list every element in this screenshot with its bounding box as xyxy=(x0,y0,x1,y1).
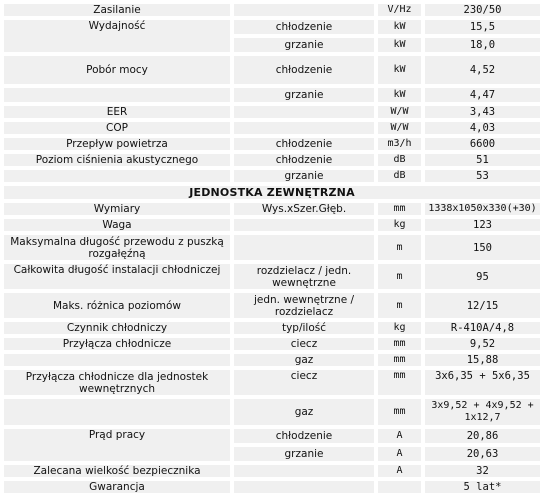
spec-table xyxy=(1,1,540,496)
table-row xyxy=(3,55,540,85)
row-label: EER xyxy=(3,105,231,119)
row-sublabel: gaz xyxy=(233,398,375,426)
row-value: 150 xyxy=(424,234,540,261)
row-unit: kW xyxy=(377,37,422,53)
row-value: 15,5 xyxy=(424,19,540,35)
section-heading: JEDNOSTKA ZEWNĘTRZNA xyxy=(3,185,540,200)
row-sublabel: chłodzenie xyxy=(233,55,375,85)
row-unit: mm xyxy=(377,398,422,426)
row-label-empty xyxy=(3,87,231,103)
row-label: Gwarancja xyxy=(3,480,231,494)
row-unit: m xyxy=(377,292,422,319)
row-sublabel xyxy=(233,464,375,478)
row-value: 18,0 xyxy=(424,37,540,53)
table-row xyxy=(3,398,540,426)
row-label: Pobór mocy xyxy=(3,55,231,85)
row-value: R-410A/4,8 xyxy=(424,321,540,335)
row-value: 9,52 xyxy=(424,337,540,351)
table-row xyxy=(3,464,540,478)
table-row xyxy=(3,19,540,35)
row-sublabel: chłodzenie xyxy=(233,137,375,151)
row-unit: V/Hz xyxy=(377,3,422,17)
table-row xyxy=(3,263,540,290)
row-unit: mm xyxy=(377,353,422,367)
row-sublabel xyxy=(233,121,375,135)
table-row xyxy=(3,121,540,135)
row-unit: W/W xyxy=(377,105,422,119)
row-sublabel: grzanie xyxy=(233,169,375,183)
row-value: 3x6,35 + 5x6,35 xyxy=(424,369,540,396)
table-row xyxy=(3,169,540,183)
row-unit xyxy=(377,480,422,494)
row-label: Maks. różnica poziomów xyxy=(3,292,231,319)
row-value: 32 xyxy=(424,464,540,478)
table-row xyxy=(3,337,540,351)
table-row xyxy=(3,369,540,396)
table-row xyxy=(3,428,540,444)
row-value: 20,63 xyxy=(424,446,540,462)
row-sublabel: grzanie xyxy=(233,37,375,53)
row-value: 3x9,52 + 4x9,52 + 1x12,7 xyxy=(424,398,540,426)
row-unit: mm xyxy=(377,369,422,396)
row-value: 53 xyxy=(424,169,540,183)
table-row xyxy=(3,153,540,167)
table-row xyxy=(3,292,540,319)
row-sublabel: jedn. wewnętrzne / rozdzielacz xyxy=(233,292,375,319)
section-row xyxy=(3,185,540,200)
row-label: Przyłącza chłodnicze xyxy=(3,337,231,351)
row-label: Przyłącza chłodnicze dla jednostek wewnętrznych xyxy=(3,369,231,396)
row-value: 4,47 xyxy=(424,87,540,103)
row-unit: W/W xyxy=(377,121,422,135)
table-row xyxy=(3,87,540,103)
row-sublabel: Wys.xSzer.Głęb. xyxy=(233,202,375,216)
row-unit: A xyxy=(377,446,422,462)
table-row xyxy=(3,202,540,216)
row-value: 3,43 xyxy=(424,105,540,119)
row-label: Wymiary xyxy=(3,202,231,216)
table-row xyxy=(3,480,540,494)
row-unit: dB xyxy=(377,153,422,167)
row-value: 123 xyxy=(424,218,540,232)
row-unit: kW xyxy=(377,19,422,35)
row-value: 6600 xyxy=(424,137,540,151)
row-unit: kW xyxy=(377,55,422,85)
row-unit: m xyxy=(377,263,422,290)
row-value: 1338x1050x330(+30) xyxy=(424,202,540,216)
row-value: 15,88 xyxy=(424,353,540,367)
table-row xyxy=(3,321,540,335)
row-unit: mm xyxy=(377,337,422,351)
row-sublabel: grzanie xyxy=(233,87,375,103)
table-row xyxy=(3,353,540,367)
row-sublabel xyxy=(233,234,375,261)
row-sublabel: chłodzenie xyxy=(233,428,375,444)
row-sublabel: chłodzenie xyxy=(233,19,375,35)
row-unit: kg xyxy=(377,218,422,232)
row-label: Przepływ powietrza xyxy=(3,137,231,151)
row-sublabel xyxy=(233,480,375,494)
row-label-empty xyxy=(3,398,231,426)
row-label: Zalecana wielkość bezpiecznika xyxy=(3,464,231,478)
row-sublabel: ciecz xyxy=(233,369,375,396)
row-sublabel: gaz xyxy=(233,353,375,367)
row-label: Poziom ciśnienia akustycznego xyxy=(3,153,231,167)
row-label-empty xyxy=(3,169,231,183)
row-value: 12/15 xyxy=(424,292,540,319)
table-row xyxy=(3,218,540,232)
row-value: 4,52 xyxy=(424,55,540,85)
row-sublabel: rozdzielacz / jedn. wewnętrzne xyxy=(233,263,375,290)
row-label: Zasilanie xyxy=(3,3,231,17)
row-label: Wydajność xyxy=(3,19,231,53)
row-unit: kW xyxy=(377,87,422,103)
row-sublabel: ciecz xyxy=(233,337,375,351)
table-row xyxy=(3,105,540,119)
row-sublabel: grzanie xyxy=(233,446,375,462)
row-label: Prąd pracy xyxy=(3,428,231,462)
row-label: Maksymalna długość przewodu z puszką rozgałęźną xyxy=(3,234,231,261)
row-sublabel xyxy=(233,218,375,232)
row-sublabel xyxy=(233,3,375,17)
row-value: 5 lat* xyxy=(424,480,540,494)
row-value: 95 xyxy=(424,263,540,290)
table-row xyxy=(3,234,540,261)
row-unit: A xyxy=(377,428,422,444)
row-value: 20,86 xyxy=(424,428,540,444)
row-value: 51 xyxy=(424,153,540,167)
row-sublabel: typ/ilość xyxy=(233,321,375,335)
row-sublabel xyxy=(233,105,375,119)
row-unit: kg xyxy=(377,321,422,335)
row-label: COP xyxy=(3,121,231,135)
table-row xyxy=(3,3,540,17)
row-label: Waga xyxy=(3,218,231,232)
row-label: Całkowita długość instalacji chłodniczej xyxy=(3,263,231,290)
table-row xyxy=(3,137,540,151)
row-label-empty xyxy=(3,353,231,367)
row-value: 230/50 xyxy=(424,3,540,17)
row-value: 4,03 xyxy=(424,121,540,135)
row-unit: m3/h xyxy=(377,137,422,151)
row-unit: m xyxy=(377,234,422,261)
row-unit: A xyxy=(377,464,422,478)
row-sublabel: chłodzenie xyxy=(233,153,375,167)
row-unit: mm xyxy=(377,202,422,216)
row-unit: dB xyxy=(377,169,422,183)
row-label: Czynnik chłodniczy xyxy=(3,321,231,335)
